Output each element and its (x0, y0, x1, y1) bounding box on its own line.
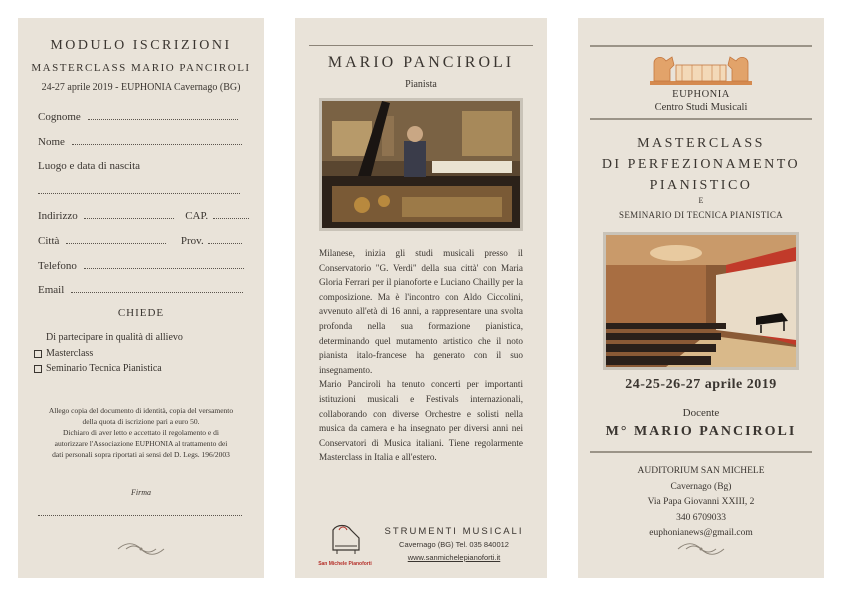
flourish-icon (676, 542, 726, 556)
participate-text: Di partecipare in qualità di allievo (46, 332, 183, 343)
birth-label: Luogo e data di nascita (38, 160, 141, 172)
signature-line[interactable] (38, 515, 242, 516)
phone-field[interactable] (38, 259, 244, 272)
venue-city: Cavernago (Bg) (670, 481, 732, 492)
registration-form-panel (18, 18, 264, 578)
bio-text (319, 246, 523, 465)
form-dates: 24-27 aprile 2019 - EUPHONIA Cavernago (BG) (41, 82, 241, 93)
address-label: Indirizzo (38, 210, 78, 222)
piano-logo-icon (315, 520, 375, 556)
privacy-note: Allego copia del documento di identità, copia del versamento della quota di iscrizione pari a euro 50. Dichiaro di aver letto e accettato il regolamento e di autorizzare l'Associazione EUPHONIA al trattamento dei dati personali sopra riportati ai sensi del D. Legs. 196/2003 (48, 406, 234, 459)
event-seminar: SEMINARIO DI TECNICA PIANISTICA (619, 210, 783, 220)
event-title: MASTERCLASS DI PERFEZIONAMENTO PIANISTICO (601, 136, 801, 193)
city-field[interactable] (38, 234, 242, 247)
sponsor-address: Cavernago (BG) Tel. 035 840012 (399, 540, 509, 549)
surname-field[interactable] (38, 110, 238, 123)
option-seminar[interactable]: Seminario Tecnica Pianistica (34, 363, 162, 374)
city-label: Città (38, 235, 60, 247)
phone-label: Telefono (38, 260, 77, 272)
bio-paragraph-1: Milanese, inizia gli studi musicali presso il Conservatorio "G. Verdi" della sua città' con Maria Gloria Ferrari per il pianoforte e Luciano Chailly per la composizione. Ma è l'incontro con Aldo Ciccolini, avvenuto all'età di 16 anni, a rappresentare una svolta profonda nella sua formazione pianistica, determinando quel mutamento artistico che il noto pianista italo-francese ha generato con il suo insegnamento. (319, 248, 523, 375)
teacher-name: M° MARIO PANCIROLI (605, 424, 797, 439)
euphonia-logo-icon (648, 51, 754, 87)
form-title: MODULO ISCRIZIONI (50, 38, 232, 53)
flourish-icon (116, 542, 166, 556)
event-and: E (698, 196, 704, 205)
name-field[interactable] (38, 135, 242, 148)
sponsor-logo-caption: San Michele Pianoforti (318, 561, 372, 567)
org-name: EUPHONIA (672, 89, 730, 100)
address-field[interactable] (38, 209, 249, 222)
venue-name: AUDITORIUM SAN MICHELE (637, 466, 765, 476)
form-subtitle: MASTERCLASS MARIO PANCIROLI (31, 62, 251, 74)
prov-label: Prov. (180, 235, 204, 247)
name-label: Nome (38, 136, 65, 148)
bio-paragraph-2: Mario Panciroli ha tenuto concerti per importanti istituzioni musicali e Festivals internazionali, collaborando con diverse Orchestre e solisti nella musica da camera e ha insegnato per diversi anni nei Conservatori di Musica italiani. Tiene regolarmente Masterclass in Italia e all'estero. (319, 379, 523, 463)
sponsor-logo (315, 520, 375, 566)
pianist-photo (319, 98, 523, 231)
auditorium-photo (603, 232, 799, 370)
teacher-label: Docente (682, 407, 720, 419)
bio-name: MARIO PANCIROLI (327, 54, 515, 71)
contact-email[interactable]: euphonianews@gmail.com (649, 528, 753, 538)
masterclass-checkbox[interactable] (34, 350, 42, 358)
request-title: CHIEDE (117, 307, 165, 319)
bio-role: Pianista (405, 79, 437, 90)
venue-street: Via Papa Giovanni XXIII, 2 (647, 497, 755, 507)
org-subtitle: Centro Studi Musicali (654, 102, 748, 113)
event-dates: 24-25-26-27 aprile 2019 (625, 377, 777, 392)
birth-field[interactable] (38, 184, 240, 197)
email-field[interactable] (38, 283, 243, 296)
sponsor-title: STRUMENTI MUSICALI (384, 526, 524, 537)
cover-panel (578, 18, 824, 578)
seminar-checkbox[interactable] (34, 365, 42, 373)
option-masterclass[interactable]: Masterclass (34, 348, 93, 359)
venue-block (578, 464, 824, 542)
signature-label: Firma (131, 488, 151, 497)
biography-panel (295, 18, 547, 578)
sponsor-link[interactable]: www.sanmichelepianoforti.it (407, 553, 501, 562)
surname-label: Cognome (38, 111, 81, 123)
contact-phone: 340 6709033 (676, 512, 726, 523)
email-label: Email (38, 284, 65, 296)
cap-label: CAP. (185, 210, 209, 222)
